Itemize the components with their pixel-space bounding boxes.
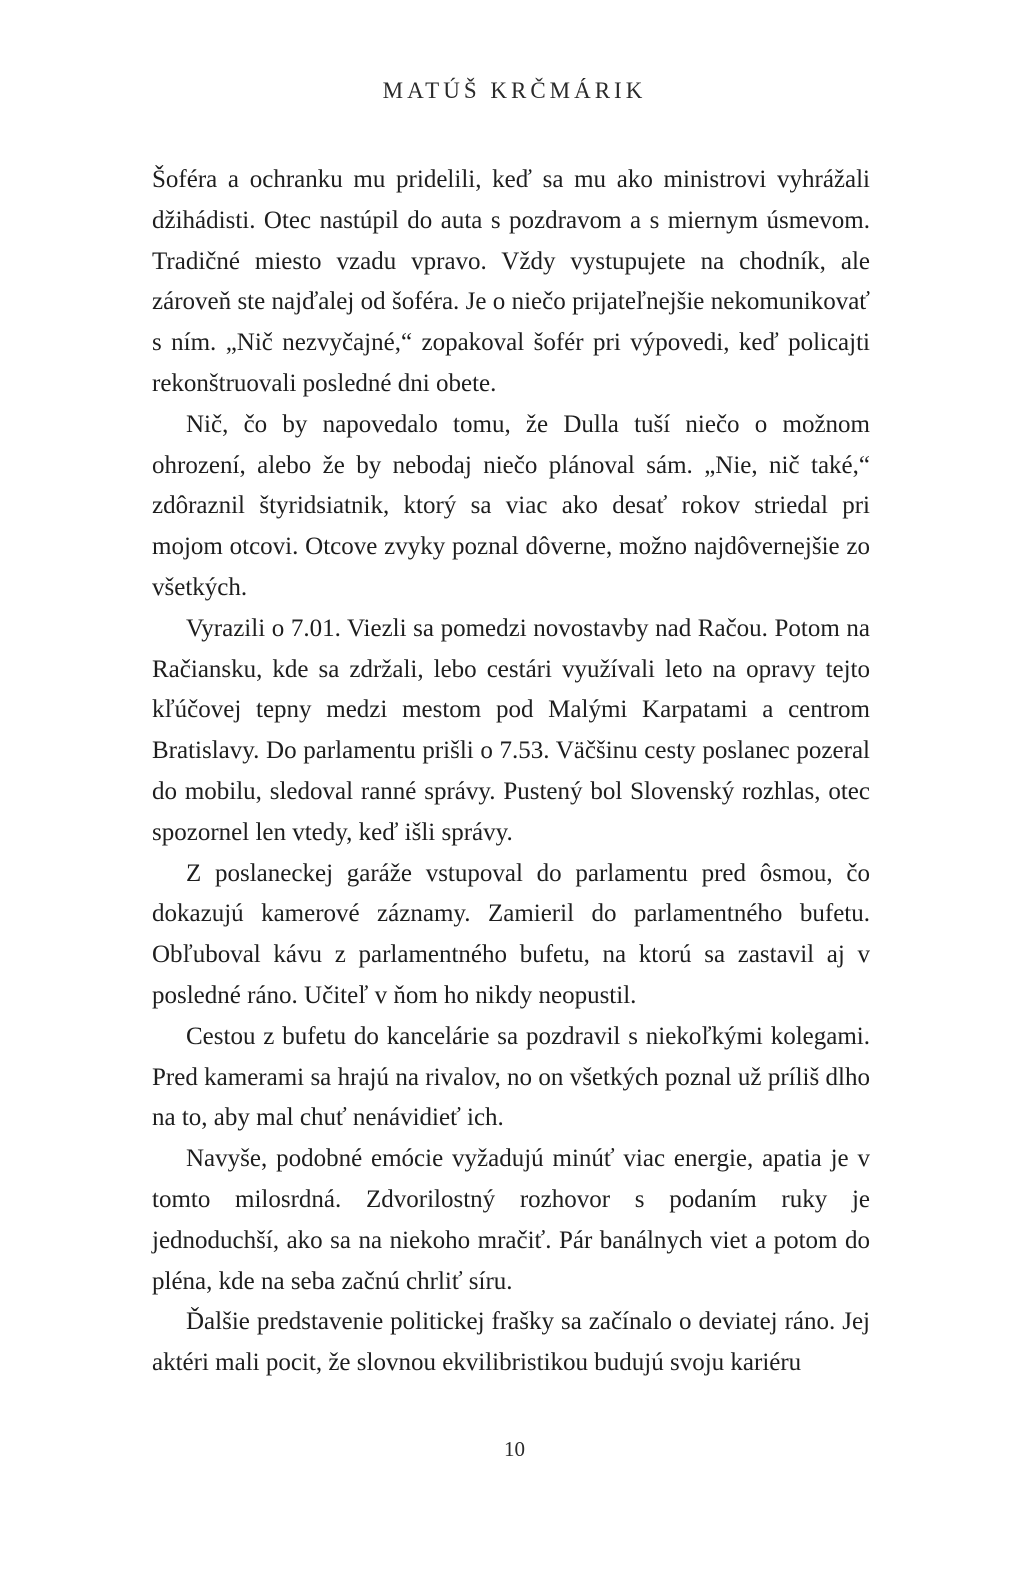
paragraph-6: Navyše, podobné emócie vyžadujú minúť viac energie, apatia je v tomto milosrdná. Zdvorilostný rozhovor s podaním ruky je jednoduchší, ako sa na niekoho mračiť. Pár banálnych viet a potom do pléna, kde na seba začnú chrliť síru. xyxy=(152,1145,870,1295)
paragraph-1: Šoféra a ochranku mu pridelili, keď sa mu ako ministrovi vyhrážali džihádisti. Otec nastúpil do auta s pozdravom a s miernym úsmevom. Tradičné miesto vzadu vpravo. Vždy vystupujete na chodník, ale zároveň ste najďalej od šoféra. Je o niečo prijateľnejšie nekomunikovať s ním. „Nič nezvyčajné,“ zopakoval šofér pri výpovedi, keď policajti rekonštruovali posledné dni obete. xyxy=(152,166,870,397)
body-text xyxy=(152,160,870,1384)
paragraph-3: Vyrazili o 7.01. Viezli sa pomedzi novostavby nad Račou. Potom na Račiansku, kde sa zdržali, lebo cestári využívali leto na opravy tejto kľúčovej tepny medzi mestom pod Malými Karpatami a centrom Bratislavy. Do parlamentu prišli o 7.53. Väčšinu cesty poslanec pozeral do mobilu, sledoval ranné správy. Pustený bol Slovenský rozhlas, otec spozornel len vtedy, keď išli správy. xyxy=(152,614,870,846)
running-head-author: MATÚŠ KRČMÁRIK xyxy=(382,78,647,103)
paragraph-2: Nič, čo by napovedalo tomu, že Dulla tuší niečo o možnom ohrození, alebo že by nebodaj niečo plánoval sám. „Nie, nič také,“ zdôraznil štyridsiatnik, ktorý sa viac ako desať rokov striedal pri mojom otcovi. Otcove zvyky poznal dôverne, možno najdôvernejšie zo všetkých. xyxy=(152,410,870,601)
paragraph-4: Z poslaneckej garáže vstupoval do parlamentu pred ôsmou, čo dokazujú kamerové záznamy. Zamieril do parlamentného bufetu. Obľuboval kávu z parlamentného bufetu, na ktorú sa zastavil aj v posledné ráno. Učiteľ v ňom ho nikdy neopustil. xyxy=(152,859,870,1009)
page-number: 10 xyxy=(504,1437,525,1461)
paragraph-7: Ďalšie predstavenie politickej frašky sa začínalo o deviatej ráno. Jej aktéri mali pocit, že slovnou ekvilibristikou budujú svoju kariéru xyxy=(152,1308,870,1377)
paragraph-5: Cestou z bufetu do kancelárie sa pozdravil s niekoľkými kolegami. Pred kamerami sa hrajú na rivalov, no on všetkých poznal už príliš dlho na to, aby mal chuť nenávidieť ich. xyxy=(152,1022,870,1132)
